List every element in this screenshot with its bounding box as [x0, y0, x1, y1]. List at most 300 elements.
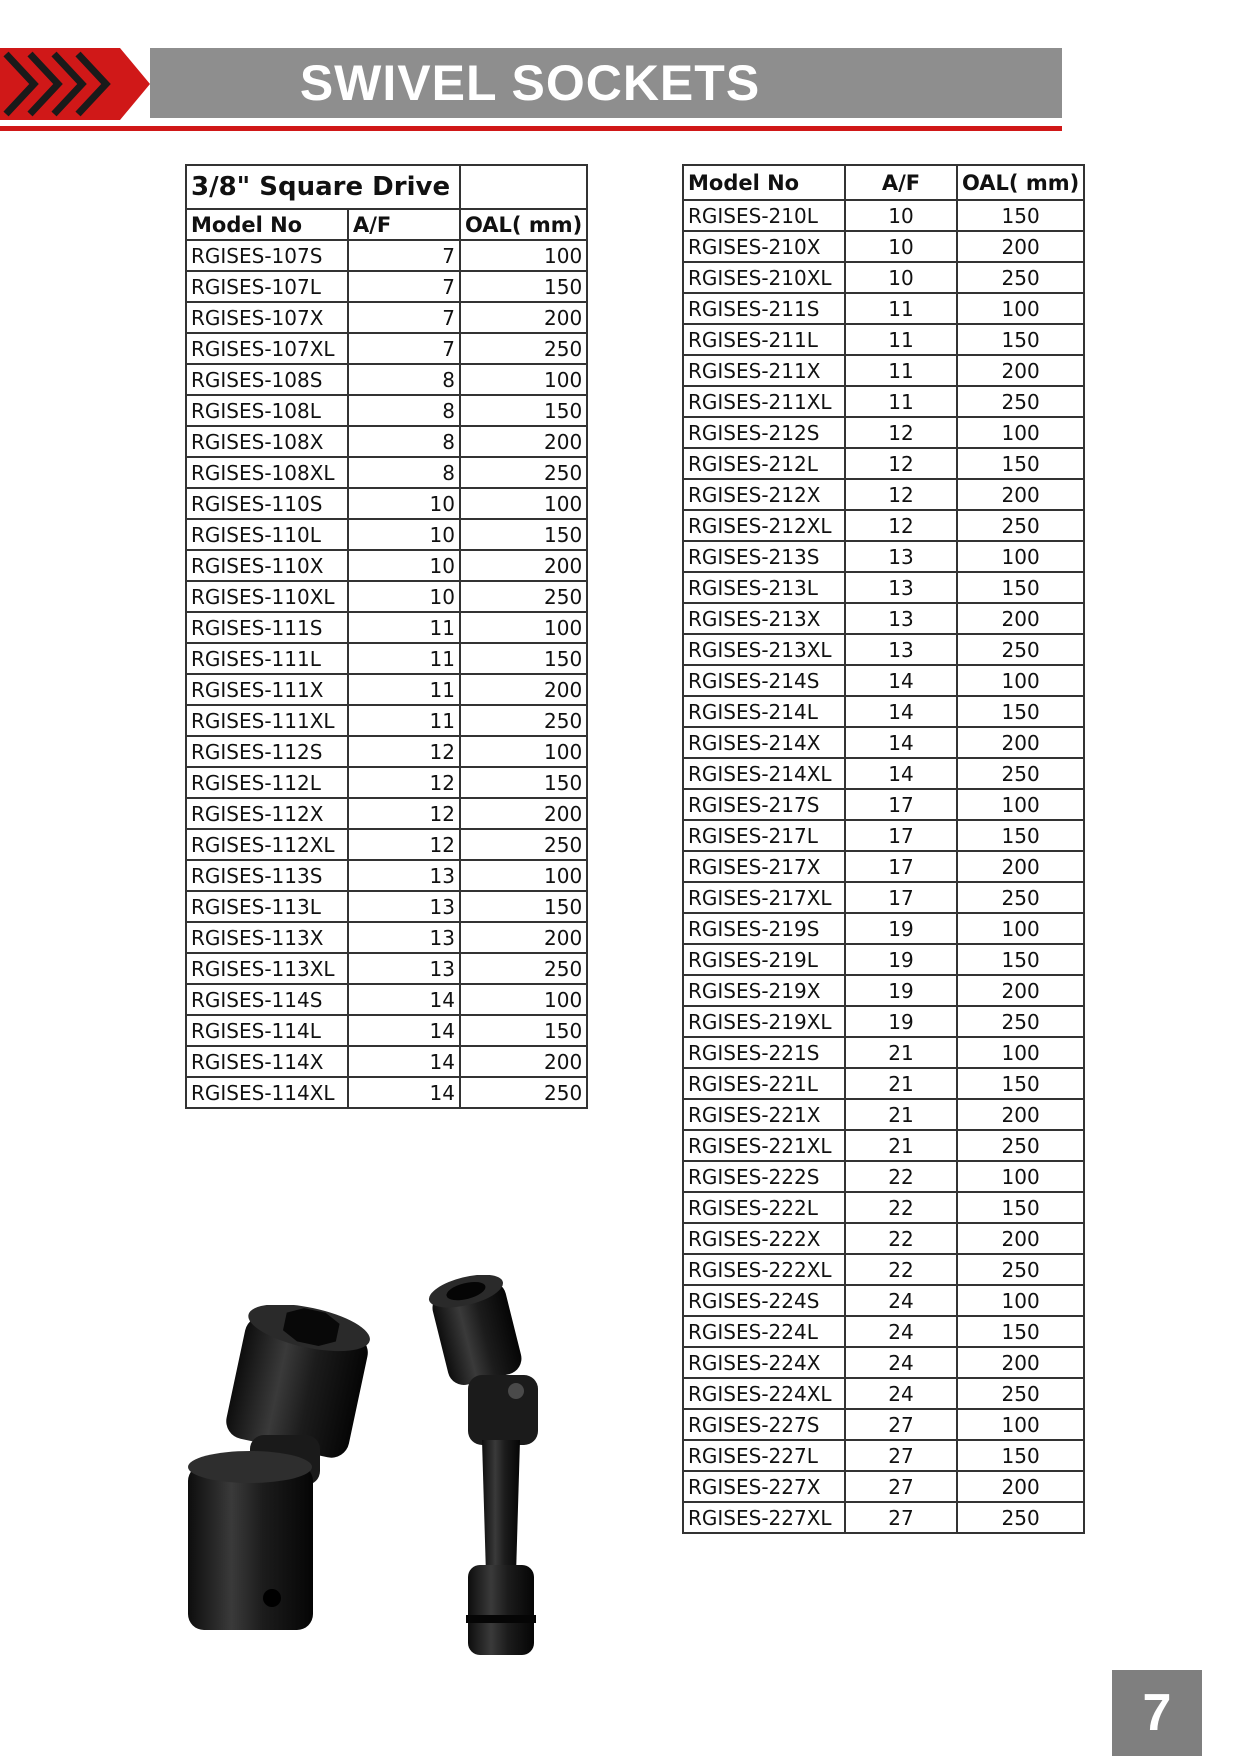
oal-cell: 150 — [957, 696, 1084, 727]
oal-cell: 150 — [460, 1015, 587, 1046]
table-row — [683, 1161, 1084, 1192]
table-row — [186, 829, 587, 860]
af-cell: 12 — [348, 798, 460, 829]
model-number-cell: RGISES-224S — [683, 1285, 845, 1316]
oal-cell: 150 — [460, 891, 587, 922]
af-cell: 10 — [348, 550, 460, 581]
af-cell: 17 — [845, 789, 957, 820]
oal-cell: 200 — [957, 1223, 1084, 1254]
af-cell: 12 — [845, 479, 957, 510]
column-header: A/F — [845, 165, 957, 200]
model-number-cell: RGISES-222X — [683, 1223, 845, 1254]
model-number-cell: RGISES-211XL — [683, 386, 845, 417]
table-row — [683, 944, 1084, 975]
oal-cell: 250 — [957, 882, 1084, 913]
table-row — [683, 1254, 1084, 1285]
table-row — [186, 550, 587, 581]
oal-cell: 100 — [957, 417, 1084, 448]
af-cell: 13 — [845, 634, 957, 665]
model-number-cell: RGISES-113L — [186, 891, 348, 922]
af-cell: 13 — [845, 572, 957, 603]
model-number-cell: RGISES-221L — [683, 1068, 845, 1099]
long-swivel-socket-image — [420, 1275, 570, 1660]
model-number-cell: RGISES-227X — [683, 1471, 845, 1502]
model-number-cell: RGISES-222S — [683, 1161, 845, 1192]
model-number-cell: RGISES-227XL — [683, 1502, 845, 1533]
af-cell: 27 — [845, 1502, 957, 1533]
af-cell: 14 — [348, 984, 460, 1015]
table-row — [683, 696, 1084, 727]
oal-cell: 100 — [957, 1285, 1084, 1316]
table-row — [683, 1192, 1084, 1223]
af-cell: 8 — [348, 364, 460, 395]
model-number-cell: RGISES-221X — [683, 1099, 845, 1130]
table-header-row — [186, 209, 587, 240]
af-cell: 22 — [845, 1161, 957, 1192]
oal-cell: 200 — [957, 231, 1084, 262]
model-number-cell: RGISES-111XL — [186, 705, 348, 736]
af-cell: 22 — [845, 1223, 957, 1254]
oal-cell: 250 — [957, 262, 1084, 293]
af-cell: 17 — [845, 882, 957, 913]
page-number: 7 — [1112, 1670, 1202, 1756]
af-cell: 14 — [845, 665, 957, 696]
model-number-cell: RGISES-224XL — [683, 1378, 845, 1409]
oal-cell: 150 — [957, 1440, 1084, 1471]
table-title: 3/8" Square Drive — [186, 165, 460, 209]
model-number-cell: RGISES-217XL — [683, 882, 845, 913]
table-row — [683, 789, 1084, 820]
af-cell: 14 — [845, 696, 957, 727]
table-row — [186, 302, 587, 333]
oal-cell: 250 — [460, 953, 587, 984]
oal-cell: 250 — [957, 634, 1084, 665]
af-cell: 13 — [348, 891, 460, 922]
oal-cell: 200 — [957, 975, 1084, 1006]
oal-cell: 150 — [957, 1192, 1084, 1223]
model-number-cell: RGISES-112S — [186, 736, 348, 767]
af-cell: 19 — [845, 1006, 957, 1037]
table-row — [186, 612, 587, 643]
af-cell: 14 — [845, 727, 957, 758]
table-row — [683, 1130, 1084, 1161]
oal-cell: 100 — [460, 488, 587, 519]
model-number-cell: RGISES-212X — [683, 479, 845, 510]
model-number-cell: RGISES-107S — [186, 240, 348, 271]
model-number-cell: RGISES-217L — [683, 820, 845, 851]
oal-cell: 150 — [460, 767, 587, 798]
table-row — [683, 200, 1084, 231]
table-row — [186, 705, 587, 736]
oal-cell: 150 — [460, 519, 587, 550]
table-row — [683, 262, 1084, 293]
oal-cell: 100 — [957, 913, 1084, 944]
model-number-cell: RGISES-217S — [683, 789, 845, 820]
af-cell: 10 — [348, 519, 460, 550]
af-cell: 10 — [845, 231, 957, 262]
table-header-row — [683, 165, 1084, 200]
oal-cell: 250 — [460, 705, 587, 736]
model-number-cell: RGISES-107XL — [186, 333, 348, 364]
oal-cell: 200 — [957, 1347, 1084, 1378]
af-cell: 12 — [845, 510, 957, 541]
af-cell: 11 — [845, 386, 957, 417]
model-number-cell: RGISES-222L — [683, 1192, 845, 1223]
oal-cell: 250 — [957, 510, 1084, 541]
model-number-cell: RGISES-219S — [683, 913, 845, 944]
model-number-cell: RGISES-214X — [683, 727, 845, 758]
table-row — [683, 510, 1084, 541]
table-row — [683, 355, 1084, 386]
model-number-cell: RGISES-214XL — [683, 758, 845, 789]
af-cell: 27 — [845, 1440, 957, 1471]
table-row — [683, 572, 1084, 603]
af-cell: 24 — [845, 1378, 957, 1409]
model-number-cell: RGISES-108L — [186, 395, 348, 426]
table-row — [186, 426, 587, 457]
oal-cell: 150 — [460, 643, 587, 674]
table-row — [683, 386, 1084, 417]
oal-cell: 150 — [957, 200, 1084, 231]
model-number-cell: RGISES-214L — [683, 696, 845, 727]
af-cell: 7 — [348, 302, 460, 333]
oal-cell: 100 — [957, 293, 1084, 324]
af-cell: 19 — [845, 913, 957, 944]
table-row — [186, 736, 587, 767]
model-number-cell: RGISES-111S — [186, 612, 348, 643]
af-cell: 11 — [845, 324, 957, 355]
af-cell: 13 — [348, 860, 460, 891]
oal-cell: 150 — [460, 271, 587, 302]
model-number-cell: RGISES-108XL — [186, 457, 348, 488]
af-cell: 8 — [348, 395, 460, 426]
model-number-cell: RGISES-214S — [683, 665, 845, 696]
table-row — [683, 231, 1084, 262]
table-row — [683, 293, 1084, 324]
short-swivel-socket-image — [180, 1305, 380, 1645]
oal-cell: 250 — [460, 333, 587, 364]
oal-cell: 200 — [460, 426, 587, 457]
table-row — [186, 922, 587, 953]
oal-cell: 200 — [957, 1471, 1084, 1502]
table-row — [683, 975, 1084, 1006]
table-row — [683, 820, 1084, 851]
oal-cell: 100 — [957, 665, 1084, 696]
table-row — [683, 665, 1084, 696]
af-cell: 24 — [845, 1285, 957, 1316]
oal-cell: 100 — [460, 612, 587, 643]
table-row — [683, 882, 1084, 913]
model-number-cell: RGISES-110X — [186, 550, 348, 581]
af-cell: 11 — [348, 612, 460, 643]
af-cell: 27 — [845, 1409, 957, 1440]
table-right-models — [682, 164, 1085, 1534]
model-number-cell: RGISES-113XL — [186, 953, 348, 984]
model-number-cell: RGISES-112X — [186, 798, 348, 829]
model-number-cell: RGISES-112XL — [186, 829, 348, 860]
model-number-cell: RGISES-224L — [683, 1316, 845, 1347]
table-row — [683, 1068, 1084, 1099]
table-row — [186, 953, 587, 984]
table-row — [186, 1046, 587, 1077]
oal-cell: 100 — [460, 364, 587, 395]
model-number-cell: RGISES-212XL — [683, 510, 845, 541]
model-number-cell: RGISES-108S — [186, 364, 348, 395]
model-number-cell: RGISES-114XL — [186, 1077, 348, 1108]
oal-cell: 100 — [957, 1409, 1084, 1440]
table-row — [186, 891, 587, 922]
af-cell: 11 — [348, 674, 460, 705]
model-number-cell: RGISES-212L — [683, 448, 845, 479]
table-row — [683, 913, 1084, 944]
oal-cell: 200 — [957, 479, 1084, 510]
table-row — [186, 395, 587, 426]
table-title-row — [186, 165, 587, 209]
table-row — [186, 240, 587, 271]
af-cell: 14 — [845, 758, 957, 789]
af-cell: 7 — [348, 240, 460, 271]
oal-cell: 250 — [460, 457, 587, 488]
af-cell: 27 — [845, 1471, 957, 1502]
oal-cell: 100 — [957, 789, 1084, 820]
af-cell: 10 — [845, 262, 957, 293]
af-cell: 12 — [348, 767, 460, 798]
af-cell: 17 — [845, 820, 957, 851]
table-row — [683, 1223, 1084, 1254]
table-row — [683, 758, 1084, 789]
af-cell: 22 — [845, 1254, 957, 1285]
model-number-cell: RGISES-111L — [186, 643, 348, 674]
model-number-cell: RGISES-110L — [186, 519, 348, 550]
model-number-cell: RGISES-222XL — [683, 1254, 845, 1285]
table-row — [186, 457, 587, 488]
af-cell: 7 — [348, 333, 460, 364]
oal-cell: 150 — [957, 448, 1084, 479]
oal-cell: 150 — [957, 944, 1084, 975]
oal-cell: 100 — [460, 984, 587, 1015]
af-cell: 11 — [845, 293, 957, 324]
table-row — [186, 519, 587, 550]
af-cell: 14 — [348, 1046, 460, 1077]
af-cell: 21 — [845, 1099, 957, 1130]
column-header: Model No — [186, 209, 348, 240]
table-row — [186, 643, 587, 674]
table-row — [683, 1471, 1084, 1502]
af-cell: 13 — [845, 541, 957, 572]
model-number-cell: RGISES-213S — [683, 541, 845, 572]
af-cell: 22 — [845, 1192, 957, 1223]
oal-cell: 250 — [957, 758, 1084, 789]
oal-cell: 250 — [957, 1378, 1084, 1409]
model-number-cell: RGISES-210XL — [683, 262, 845, 293]
oal-cell: 100 — [460, 240, 587, 271]
oal-cell: 200 — [460, 550, 587, 581]
model-number-cell: RGISES-210L — [683, 200, 845, 231]
model-number-cell: RGISES-211X — [683, 355, 845, 386]
model-number-cell: RGISES-211S — [683, 293, 845, 324]
table-row — [186, 1077, 587, 1108]
model-number-cell: RGISES-219XL — [683, 1006, 845, 1037]
table-row — [683, 634, 1084, 665]
oal-cell: 150 — [957, 1068, 1084, 1099]
oal-cell: 250 — [460, 1077, 587, 1108]
oal-cell: 100 — [957, 541, 1084, 572]
table-row — [186, 488, 587, 519]
oal-cell: 100 — [957, 1161, 1084, 1192]
table-row — [683, 1285, 1084, 1316]
table-3-8-square-drive — [185, 164, 588, 1109]
table-row — [186, 984, 587, 1015]
oal-cell: 200 — [957, 1099, 1084, 1130]
oal-cell: 150 — [957, 572, 1084, 603]
af-cell: 11 — [348, 643, 460, 674]
model-number-cell: RGISES-213X — [683, 603, 845, 634]
table-row — [683, 1440, 1084, 1471]
af-cell: 8 — [348, 457, 460, 488]
table-row — [186, 767, 587, 798]
model-number-cell: RGISES-110S — [186, 488, 348, 519]
table-row — [186, 674, 587, 705]
oal-cell: 250 — [957, 1006, 1084, 1037]
model-number-cell: RGISES-219X — [683, 975, 845, 1006]
table-row — [186, 860, 587, 891]
af-cell: 13 — [348, 953, 460, 984]
af-cell: 21 — [845, 1037, 957, 1068]
model-number-cell: RGISES-213L — [683, 572, 845, 603]
oal-cell: 100 — [460, 860, 587, 891]
page-title: SWIVEL SOCKETS — [299, 55, 761, 111]
af-cell: 19 — [845, 975, 957, 1006]
model-number-cell: RGISES-110XL — [186, 581, 348, 612]
oal-cell: 200 — [460, 302, 587, 333]
af-cell: 24 — [845, 1347, 957, 1378]
table-row — [683, 448, 1084, 479]
table-row — [683, 1378, 1084, 1409]
model-number-cell: RGISES-217X — [683, 851, 845, 882]
table-row — [683, 479, 1084, 510]
table-row — [186, 333, 587, 364]
model-number-cell: RGISES-114S — [186, 984, 348, 1015]
af-cell: 10 — [348, 488, 460, 519]
model-number-cell: RGISES-221XL — [683, 1130, 845, 1161]
oal-cell: 150 — [957, 1316, 1084, 1347]
table-row — [186, 798, 587, 829]
table-row — [683, 541, 1084, 572]
model-number-cell: RGISES-211L — [683, 324, 845, 355]
table-row — [683, 417, 1084, 448]
oal-cell: 150 — [957, 820, 1084, 851]
af-cell: 12 — [845, 417, 957, 448]
oal-cell: 200 — [460, 798, 587, 829]
af-cell: 12 — [348, 829, 460, 860]
af-cell: 14 — [348, 1015, 460, 1046]
table-row — [683, 1006, 1084, 1037]
model-number-cell: RGISES-107L — [186, 271, 348, 302]
table-row — [683, 1316, 1084, 1347]
model-number-cell: RGISES-227S — [683, 1409, 845, 1440]
model-number-cell: RGISES-114L — [186, 1015, 348, 1046]
model-number-cell: RGISES-114X — [186, 1046, 348, 1077]
af-cell: 13 — [348, 922, 460, 953]
af-cell: 14 — [348, 1077, 460, 1108]
table-row — [683, 603, 1084, 634]
column-header: OAL( mm) — [957, 165, 1084, 200]
oal-cell: 100 — [957, 1037, 1084, 1068]
model-number-cell: RGISES-112L — [186, 767, 348, 798]
oal-cell: 250 — [957, 1254, 1084, 1285]
table-row — [186, 581, 587, 612]
oal-cell: 250 — [957, 1130, 1084, 1161]
af-cell: 10 — [348, 581, 460, 612]
oal-cell: 150 — [957, 324, 1084, 355]
header-divider — [0, 126, 1062, 131]
af-cell: 17 — [845, 851, 957, 882]
table-row — [683, 727, 1084, 758]
af-cell: 12 — [845, 448, 957, 479]
table-row — [683, 1099, 1084, 1130]
oal-cell: 200 — [957, 851, 1084, 882]
table-title-blank — [460, 165, 587, 209]
af-cell: 7 — [348, 271, 460, 302]
oal-cell: 200 — [957, 355, 1084, 386]
table-row — [186, 1015, 587, 1046]
column-header: Model No — [683, 165, 845, 200]
af-cell: 21 — [845, 1130, 957, 1161]
model-number-cell: RGISES-224X — [683, 1347, 845, 1378]
model-number-cell: RGISES-219L — [683, 944, 845, 975]
oal-cell: 250 — [460, 829, 587, 860]
af-cell: 13 — [845, 603, 957, 634]
af-cell: 8 — [348, 426, 460, 457]
oal-cell: 150 — [460, 395, 587, 426]
column-header: A/F — [348, 209, 460, 240]
table-row — [683, 1409, 1084, 1440]
column-header: OAL( mm) — [460, 209, 587, 240]
table-row — [683, 1502, 1084, 1533]
oal-cell: 100 — [460, 736, 587, 767]
model-number-cell: RGISES-113X — [186, 922, 348, 953]
model-number-cell: RGISES-107X — [186, 302, 348, 333]
oal-cell: 200 — [957, 727, 1084, 758]
table-row — [683, 324, 1084, 355]
table-row — [186, 271, 587, 302]
oal-cell: 250 — [957, 1502, 1084, 1533]
oal-cell: 250 — [460, 581, 587, 612]
af-cell: 11 — [845, 355, 957, 386]
model-number-cell: RGISES-113S — [186, 860, 348, 891]
af-cell: 19 — [845, 944, 957, 975]
model-number-cell: RGISES-210X — [683, 231, 845, 262]
model-number-cell: RGISES-213XL — [683, 634, 845, 665]
af-cell: 21 — [845, 1068, 957, 1099]
oal-cell: 250 — [957, 386, 1084, 417]
model-number-cell: RGISES-212S — [683, 417, 845, 448]
table-row — [683, 851, 1084, 882]
model-number-cell: RGISES-108X — [186, 426, 348, 457]
model-number-cell: RGISES-227L — [683, 1440, 845, 1471]
chevron-arrows-icon — [0, 48, 150, 120]
table-row — [186, 364, 587, 395]
oal-cell: 200 — [460, 922, 587, 953]
model-number-cell: RGISES-111X — [186, 674, 348, 705]
model-number-cell: RGISES-221S — [683, 1037, 845, 1068]
oal-cell: 200 — [460, 1046, 587, 1077]
table-row — [683, 1037, 1084, 1068]
af-cell: 10 — [845, 200, 957, 231]
table-row — [683, 1347, 1084, 1378]
af-cell: 12 — [348, 736, 460, 767]
oal-cell: 200 — [460, 674, 587, 705]
